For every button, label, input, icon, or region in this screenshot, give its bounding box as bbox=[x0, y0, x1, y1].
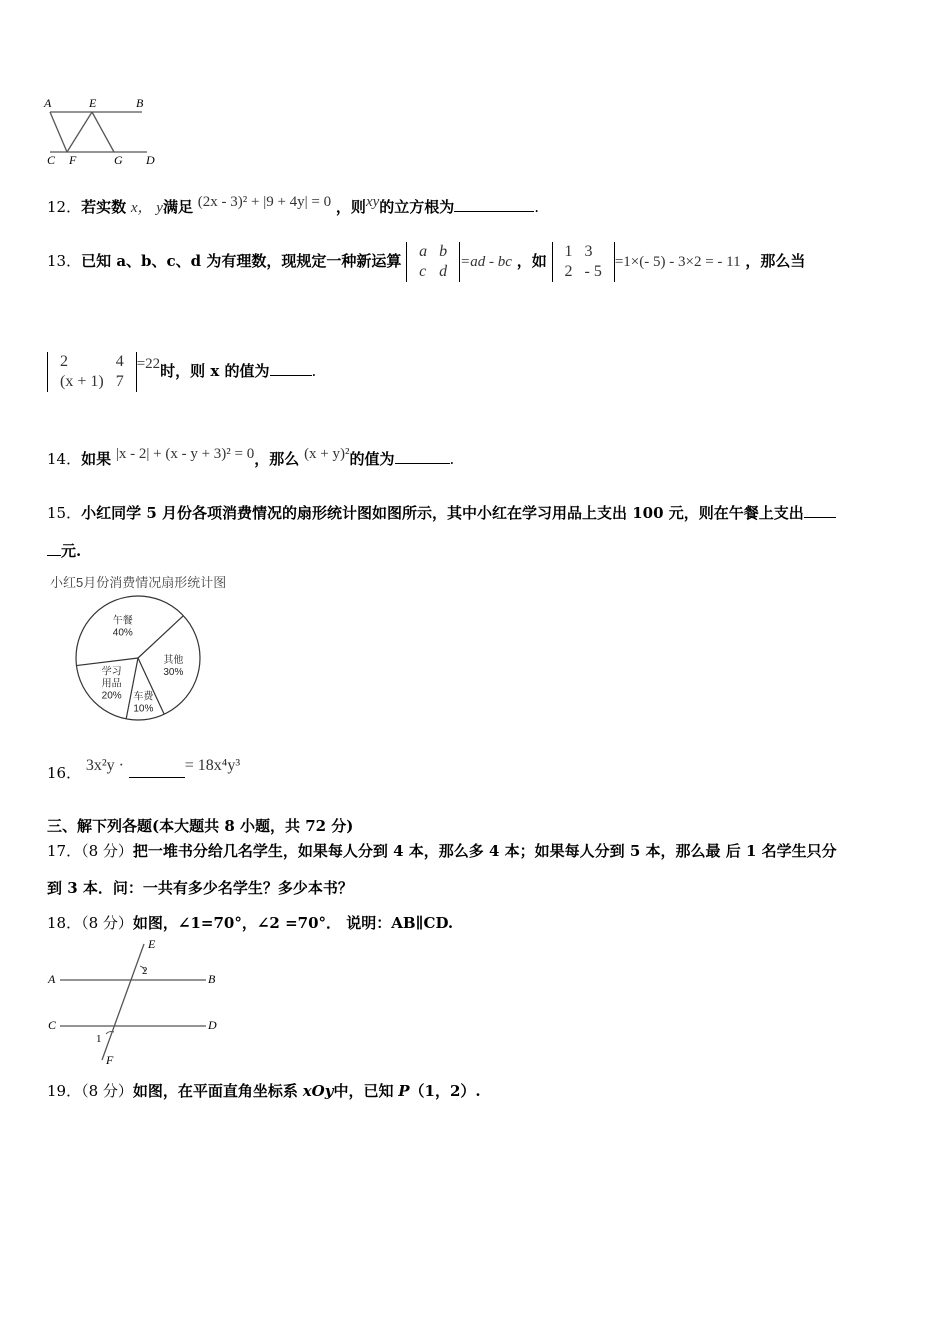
label-B: B bbox=[136, 96, 144, 110]
figure-parallel-lines-triangles bbox=[42, 94, 172, 169]
pie-chart bbox=[72, 592, 208, 728]
label-A: A bbox=[44, 96, 52, 110]
pie-category-label-1: 其他 bbox=[163, 654, 184, 666]
pie-value-label-0: 40% bbox=[112, 627, 133, 639]
determinant-example: 1 3 2 - 5 bbox=[552, 242, 615, 282]
question-17: 17．（8 分）把一堆书分给几名学生，如果每人分到 4 本，那么多 4 本；如果每人分到 5 本，那么最 后 1 名学生只分 bbox=[47, 842, 837, 860]
pie-category-label-0: 午餐 bbox=[112, 615, 133, 627]
determinant-condition: 2 4 (x + 1) 7 bbox=[47, 352, 137, 392]
label-1: 1 bbox=[96, 1033, 102, 1045]
question-12: 12．若实数 x， y满足 (2x - 3)² + |9 + 4y| = 0 ，则xy的立方根为 . bbox=[47, 194, 540, 216]
section-3-title: 三、解下列各题(本大题共 8 小题，共 72 分) bbox=[47, 817, 354, 835]
label-F: F bbox=[69, 153, 77, 167]
question-13-condition: 2 4 (x + 1) 7 =22时，则 x 的值为 . bbox=[47, 352, 316, 392]
label-D: D bbox=[208, 1018, 217, 1032]
question-15: 15．小红同学 5 月份各项消费情况的扇形统计图如图所示，其中小红在学习用品上支出 100 元，则在午餐上支出 bbox=[47, 502, 836, 523]
figure-transversal bbox=[44, 936, 234, 1068]
pie-value-label-3: 10% bbox=[133, 703, 154, 715]
label-F: F bbox=[106, 1053, 114, 1067]
label-C: C bbox=[48, 1018, 57, 1032]
pie-category-label-2: 用品 bbox=[101, 678, 122, 690]
determinant-definition: a b c d bbox=[406, 242, 460, 282]
question-17-line2: 到 3 本．问：一共有多少名学生？多少本书？ bbox=[47, 879, 353, 897]
label-2: 2 bbox=[142, 965, 148, 977]
label-E: E bbox=[89, 96, 97, 110]
pie-value-label-2: 20% bbox=[101, 690, 122, 702]
pie-category-label-2: 学习 bbox=[101, 666, 122, 678]
question-16: 16． 3x²y · = 18x⁴y³ bbox=[47, 757, 241, 782]
label-C: C bbox=[47, 153, 56, 167]
pie-category-label-3: 车费 bbox=[133, 691, 154, 703]
label-D: D bbox=[146, 153, 155, 167]
question-19: 19．（8 分）如图，在平面直角坐标系 xOy中，已知 P（1，2）. bbox=[47, 1082, 481, 1100]
pie-chart-title: 小红5月份消费情况扇形统计图 bbox=[50, 575, 227, 590]
pie-value-label-1: 30% bbox=[163, 666, 184, 678]
question-18: 18．（8 分）如图，∠1=70°，∠2 =70°． 说明：AB∥CD. bbox=[47, 914, 454, 932]
label-E: E bbox=[148, 937, 156, 951]
label-B: B bbox=[208, 972, 216, 986]
label-G: G bbox=[114, 153, 123, 167]
question-13: 13．已知 a、b、c、d 为有理数，现规定一种新运算 a b c d =ad - bc ，如 1 3 2 - 5 =1×(- 5) - 3×2 = - 11 ，那么当 bbox=[47, 243, 806, 280]
question-14: 14．如果 |x - 2| + (x - y + 3)² = 0，那么 (x + y)²的值为 . bbox=[47, 446, 455, 468]
label-A: A bbox=[48, 972, 56, 986]
question-15-line2: 元. bbox=[47, 540, 81, 561]
